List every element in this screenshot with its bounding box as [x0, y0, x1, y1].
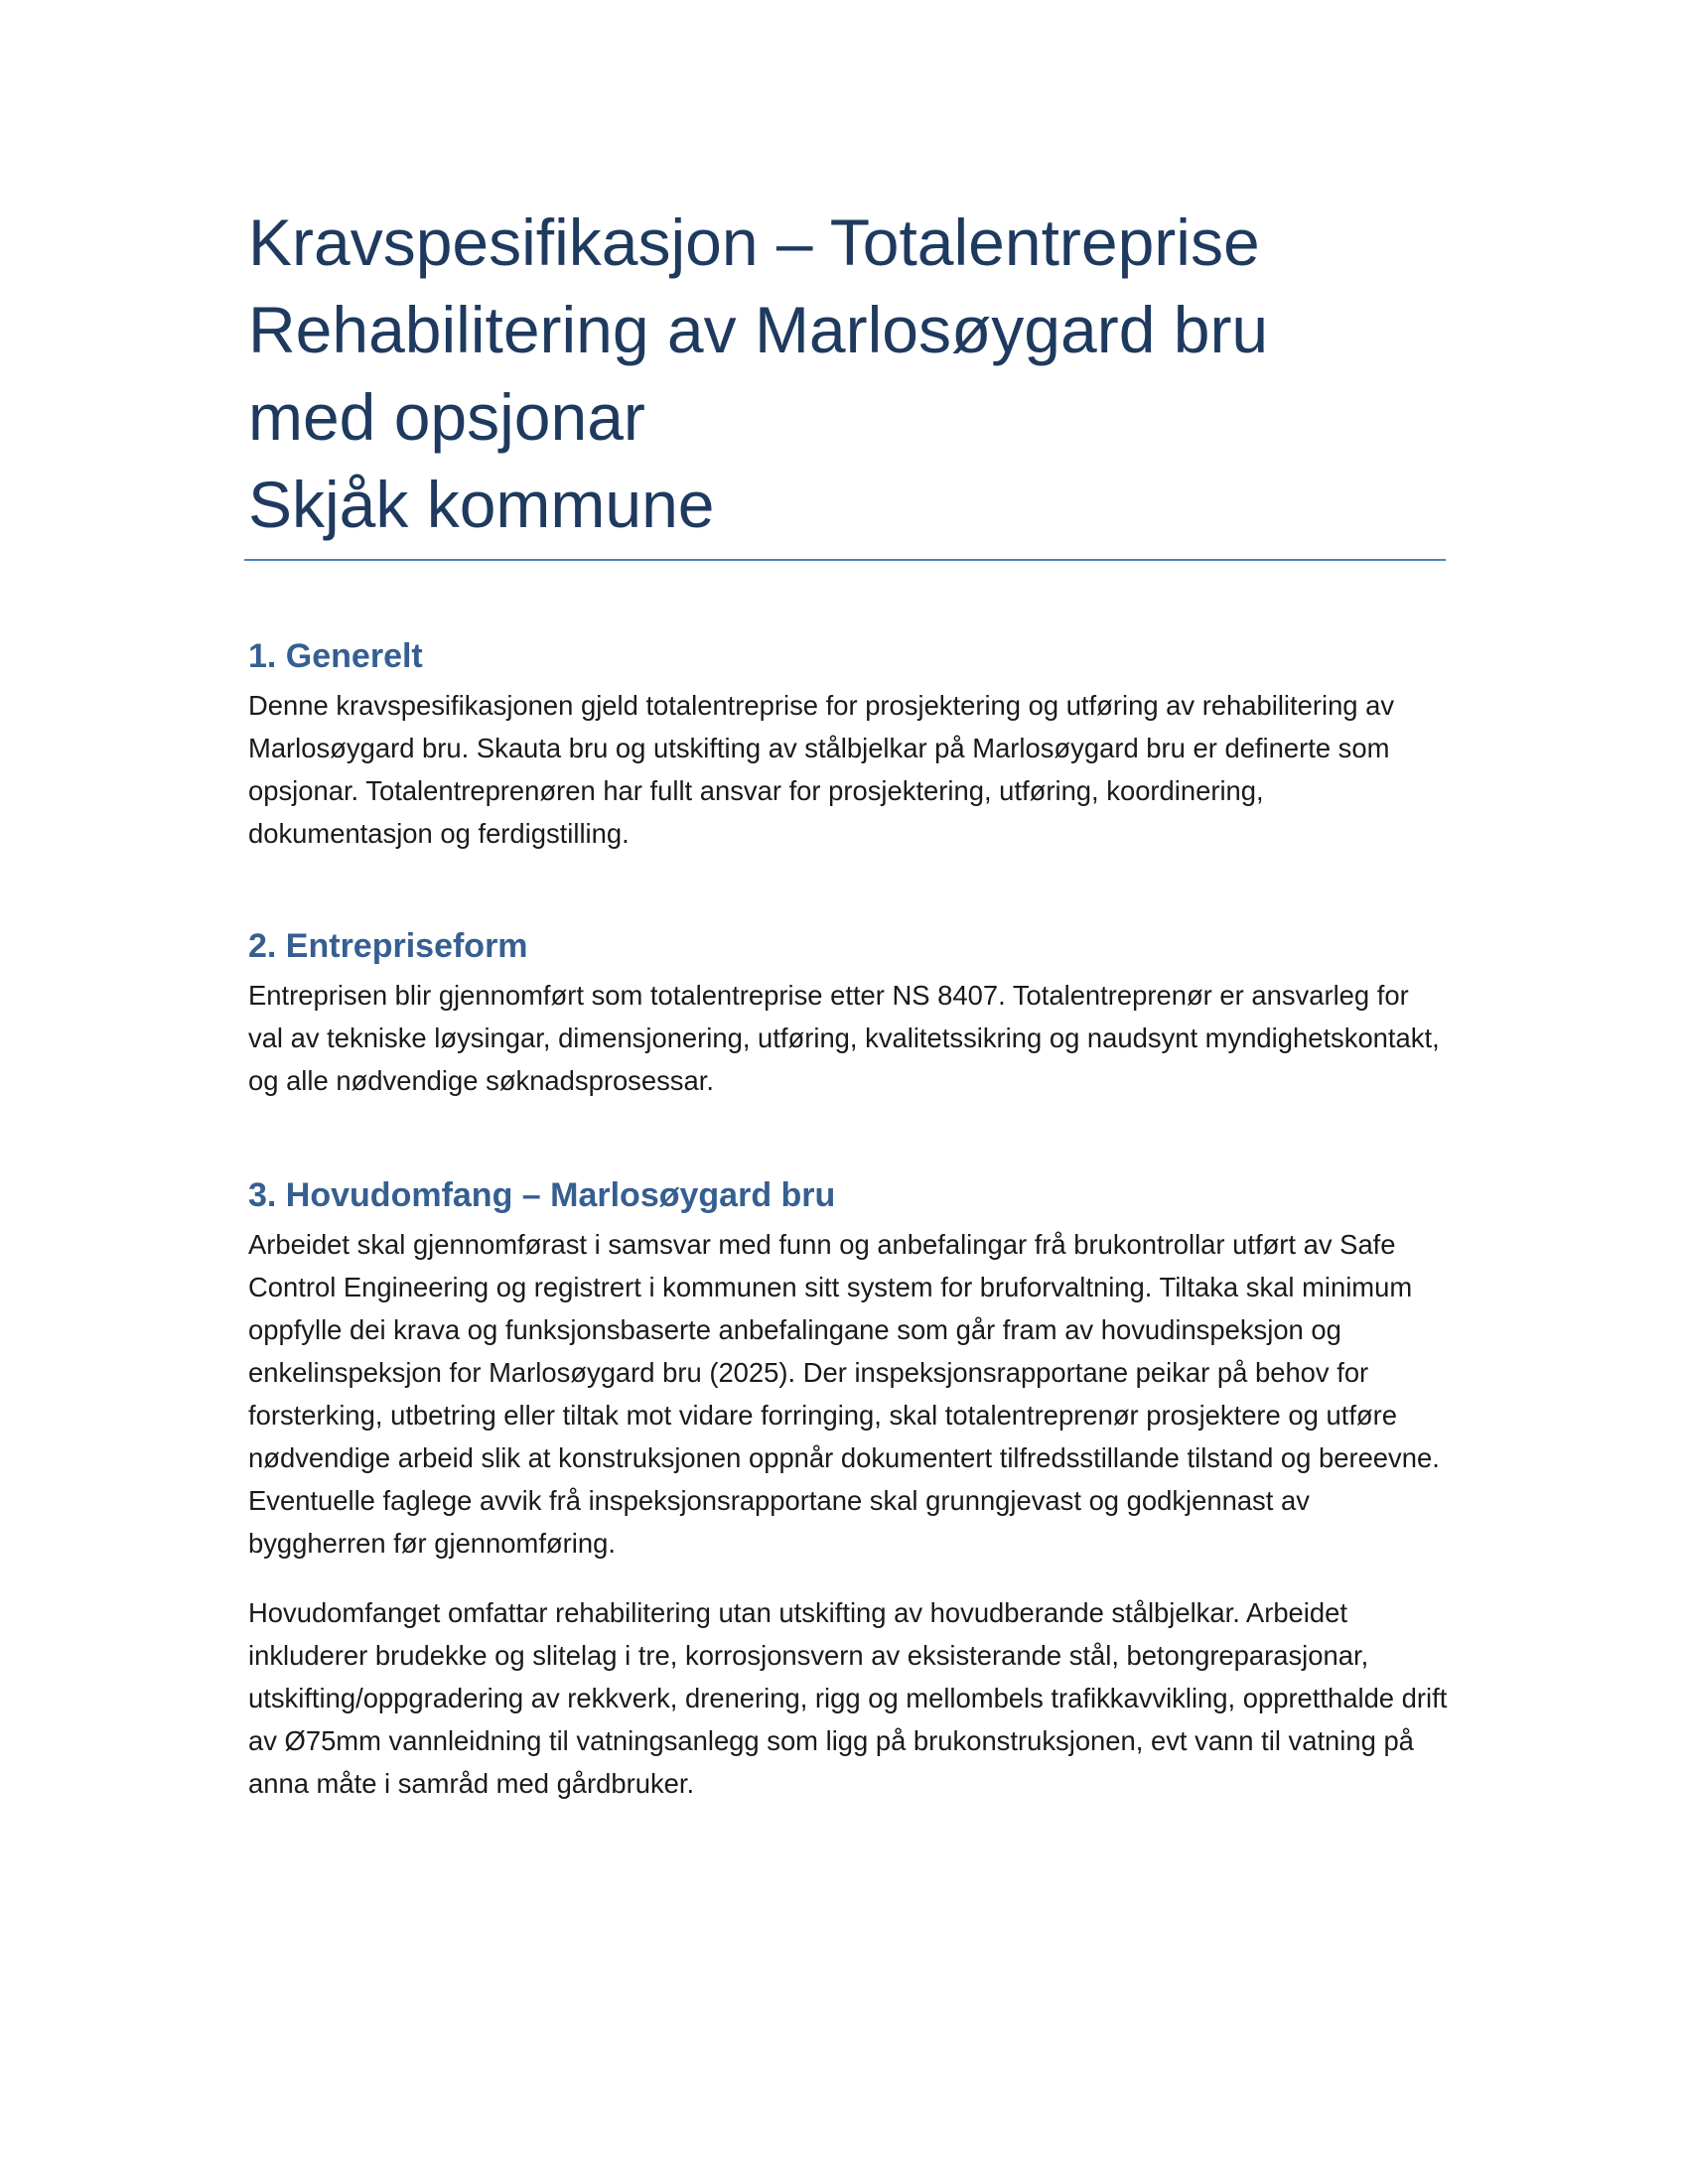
title-divider: [244, 559, 1446, 561]
title-line-2: Rehabilitering av Marlosøygard bru: [248, 293, 1269, 366]
section-heading: 1. Generelt: [248, 637, 423, 675]
section-heading: 2. Entrepriseform: [248, 927, 528, 965]
title-line-1: Kravspesifikasjon – Totalentreprise: [248, 205, 1260, 279]
section-generelt: [248, 636, 1450, 855]
section-paragraph: Entreprisen blir gjennomført som totalentreprise etter NS 8407. Totalentreprenør er ansvarleg for val av tekniske løysingar, dimensjonering, utføring, kvalitetssikring og naudsynt myndighetskontakt, og alle nødvendige søknadsprosessar.: [248, 980, 1440, 1096]
section-paragraph: Hovudomfanget omfattar rehabilitering utan utskifting av hovudberande stålbjelkar. Arbeidet inkluderer brudekke og slitelag i tre, korrosjonsvern av eksisterande stål, betongreparasjonar, utskifting/oppgradering av rekkverk, drenering, rigg og mellombels trafikkavvikling, oppretthalde drift av Ø75mm vannleidning til vatningsanlegg som ligg på brukonstruksjonen, evt vann til vatning på anna måte i samråd med gårdbruker.: [248, 1597, 1448, 1799]
section-hovudomfang: [248, 1175, 1450, 1805]
section-paragraph: Arbeidet skal gjennomførast i samsvar med funn og anbefalingar frå brukontrollar utført av Safe Control Engineering og registrert i kommunen sitt system for bruforvaltning. Tiltaka skal minimum oppfylle dei krava og funksjonsbaserte anbefalingane som går fram av hovudinspeksjon og enkelinspeksjon for Marlosøygard bru (2025). Der inspeksjonsrapportane peikar på behov for forsterking, utbetring eller tiltak mot vidare forringing, skal totalentreprenør prosjektere og utføre nødvendige arbeid slik at konstruksjonen oppnår dokumentert tilfredsstillande tilstand og bereevne. Eventuelle faglege avvik frå inspeksjonsrapportane skal grunngjevast og godkjennast av byggherren før gjennomføring.: [248, 1229, 1440, 1559]
title-line-3: med opsjonar: [248, 380, 645, 454]
document-title: [248, 199, 1450, 548]
section-entrepriseform: [248, 926, 1450, 1102]
title-line-4: Skjåk kommune: [248, 468, 715, 541]
section-heading: 3. Hovudomfang – Marlosøygard bru: [248, 1176, 836, 1214]
section-paragraph: Denne kravspesifikasjonen gjeld totalentreprise for prosjektering og utføring av rehabilitering av Marlosøygard bru. Skauta bru og utskifting av stålbjelkar på Marlosøygard bru er definerte som opsjonar. Totalentreprenøren har fullt ansvar for prosjektering, utføring, koordinering, dokumentasjon og ferdigstilling.: [248, 690, 1395, 849]
